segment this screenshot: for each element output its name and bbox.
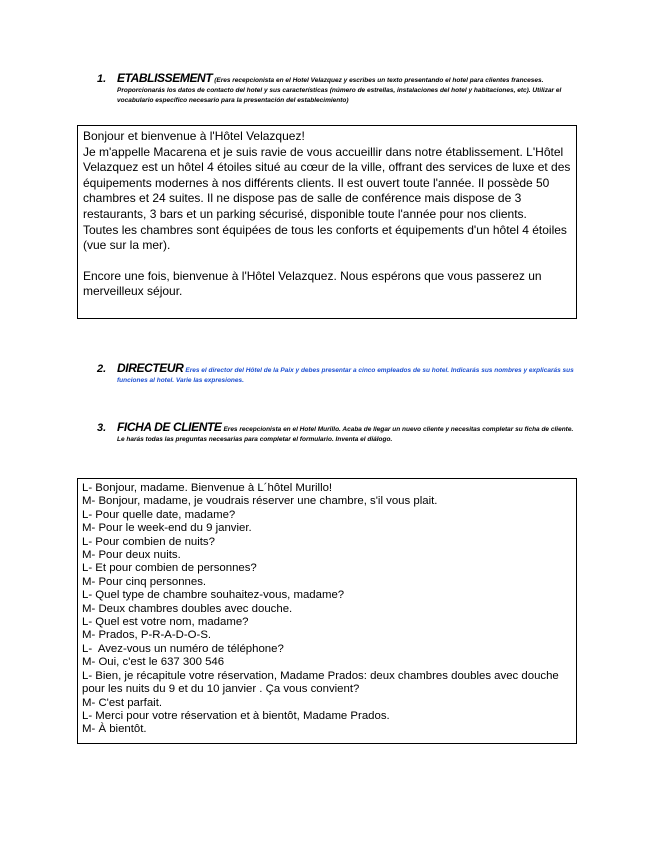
- closing-paragraph: Encore une fois, bienvenue à l'Hôtel Velazquez. Nous espérons que vous passerez un merveilleux séjour.: [83, 268, 542, 299]
- section-description: (Eres recepcionista en el Hotel Velazquez y escribes un texto presentando el hotel para clientes franceses. Proporcionarás los datos de contacto del hotel y sus características (número de estrellas, instalaciones del hotel y habitaciones, etc). Utilizar el vocabulario específico necesario para la presentación del establecimiento): [117, 77, 562, 104]
- section-heading-text: [117, 422, 575, 445]
- section-heading-text: [117, 363, 575, 386]
- dialogue-line: L- Pour quelle date, madame?: [82, 508, 236, 521]
- dialogue-line: M- Deux chambres doubles avec douche.: [82, 602, 293, 615]
- presentation-paragraph: Je m'appelle Macarena et je suis ravie de vous accueillir dans notre établissement. L'Hôtel Velazquez est un hôtel 4 étoiles situé au cœur de la ville, offrant des services de luxe et des équipements modernes à nos différents clients. Il est ouvert toute l'année. Il possède 50 chambres et 24 suites. Il ne dispose pas de salle de conférence mais dispose de 3 restaurants, 3 bars et un parking sécurisé, disponible toute l'année pour nos clients.: [83, 144, 571, 221]
- dialogue-line: M- Oui, c'est le 637 300 546: [82, 656, 225, 669]
- section-2-heading: [97, 363, 575, 386]
- section-heading-text: [117, 73, 575, 106]
- client-dialogue-box: [77, 478, 577, 744]
- section-title: ETABLISSEMENT: [117, 71, 213, 85]
- dialogue-line: L- Quel type de chambre souhaitez-vous, madame?: [82, 589, 345, 602]
- section-title: FICHA DE CLIENTE: [117, 420, 222, 434]
- section-1-heading: [97, 73, 575, 106]
- dialogue-line: L- Et pour combien de personnes?: [82, 562, 257, 575]
- dialogue-line: L- Avez-vous un numéro de téléphone?: [82, 642, 284, 655]
- dialogue-line: M- Bonjour, madame, je voudrais réserver une chambre, s'il vous plait.: [82, 495, 438, 508]
- dialogue-line: M- Pour cinq personnes.: [82, 575, 207, 588]
- section-3-heading: [97, 422, 575, 445]
- section-title: DIRECTEUR: [117, 361, 184, 375]
- section-number: 2.: [97, 363, 107, 375]
- dialogue-line: L- Pour combien de nuits?: [82, 535, 215, 548]
- section-description: Eres el director del Hôtel de la Paix y debes presentar a cinco empleados de su hotel. Indicarás sus nombres y explicarás sus funciones al hotel. Varie las expresiones.: [117, 367, 574, 384]
- rooms-paragraph: Toutes les chambres sont équipées de tous les conforts et équipements d'un hôtel 4 étoiles (vue sur la mer).: [83, 222, 567, 253]
- dialogue-line: M- Pour le week-end du 9 janvier.: [82, 522, 252, 535]
- dialogue-line: L- Quel est votre nom, madame?: [82, 616, 249, 629]
- section-description: Eres recepcionista en el Hotel Murillo. Acaba de llegar un nuevo cliente y necesitas completar su ficha de cliente. Le harás todas las preguntas necesarias para completar el formulario. Inventa el diálogo.: [117, 426, 574, 443]
- dialogue-line: L- Merci pour votre réservation et à bientôt, Madame Prados.: [82, 709, 390, 722]
- section-number: 1.: [97, 73, 107, 85]
- dialogue-line: L- Bien, je récapitule votre réservation, Madame Prados: deux chambres doubles avec douche pour les nuits du 9 et du 10 janvier . Ça vous convient?: [82, 669, 559, 696]
- dialogue-line: M- Pour deux nuits.: [82, 549, 181, 562]
- hotel-presentation-box: [77, 125, 577, 319]
- section-number: 3.: [97, 422, 107, 434]
- dialogue-line: M- C'est parfait.: [82, 696, 163, 709]
- dialogue-line: M- À bientôt.: [82, 723, 147, 736]
- dialogue-line: M- Prados, P-R-A-D-O-S.: [82, 629, 212, 642]
- greeting-line: Bonjour et bienvenue à l'Hôtel Velazquez!: [83, 129, 305, 143]
- dialogue-line: L- Bonjour, madame. Bienvenue à L´hôtel Murillo!: [82, 482, 333, 494]
